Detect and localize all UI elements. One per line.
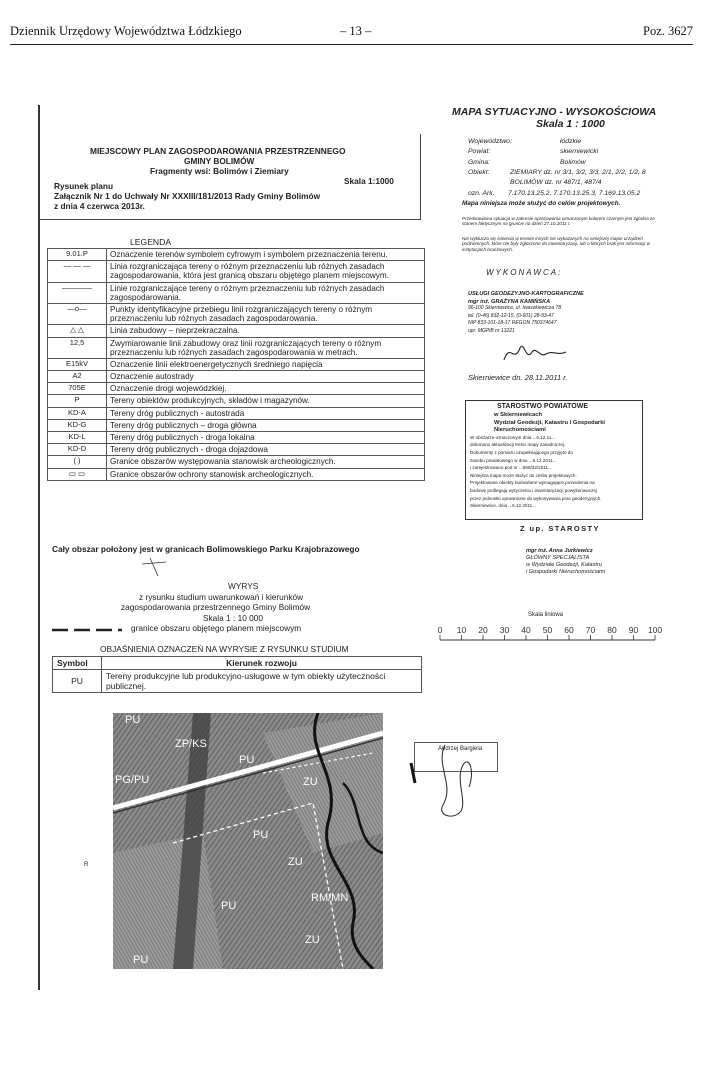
scale-tick-label: 40 xyxy=(521,625,531,635)
legend-description: Granice obszarów ochrony stanowisk archeologicznych. xyxy=(107,468,425,480)
park-note: Cały obszar położony jest w granicach Bolimowskiego Parku Krajobrazowego xyxy=(52,544,360,554)
stamp-line: W obszarze oznaczonym dnia ...6.12.11... xyxy=(470,434,556,440)
study-title: OBJAŚNIENIA OZNACZEŃ NA WYRYSIE Z RYSUNKU STUDIUM xyxy=(100,644,349,654)
position-number: Poz. 3627 xyxy=(643,24,693,38)
legend-symbol: KD-G xyxy=(48,419,107,431)
legend-row xyxy=(48,432,425,444)
info-key: ozn. Ark. xyxy=(468,189,495,197)
surveyor-name: Andrzej Bargiela xyxy=(438,746,483,752)
svg-text:PU: PU xyxy=(253,829,269,841)
legend-description: Tereny dróg publicznych - autostrada xyxy=(107,407,425,419)
legend-row xyxy=(48,407,425,419)
map-title: MAPA SYTUACYJNO - WYSOKOŚCIOWA xyxy=(452,106,657,118)
journal-title: Dziennik Urzędowy Województwa Łódzkiego xyxy=(10,24,242,38)
info-value: skierniewicki xyxy=(560,148,599,156)
scale-tick-label: 70 xyxy=(585,625,596,635)
legend-symbol: —o— xyxy=(48,303,107,324)
legend-symbol: △ △ xyxy=(48,325,107,337)
stamp-line: zasobu powiatowego w dniu ...6.12.2011... xyxy=(470,457,557,463)
header-rule xyxy=(10,44,693,45)
info-value: 7.170.13.25.2, 7.170.13.25.3, 7.169.13.05.2 xyxy=(508,189,641,197)
svg-text:ZU: ZU xyxy=(305,934,320,946)
legend-description: Granice obszarów występowania stanowisk archeologicznych. xyxy=(107,456,425,468)
svg-text:RM/MN: RM/MN xyxy=(311,892,349,904)
legend-row xyxy=(48,395,425,407)
scale-tick-label: 10 xyxy=(456,625,467,635)
plan-fragments: Fragmenty wsi: Bolimów i Ziemiary xyxy=(150,166,289,176)
scale-tick-label: 30 xyxy=(499,625,510,635)
legend-description: Linia rozgraniczająca tereny o różnym przeznaczeniu lub różnych zasadach zagospodarowania, która jest granicą obszaru objętego planem miejscowym. xyxy=(107,261,425,282)
plan-date: z dnia 4 czerwca 2013r. xyxy=(54,201,145,211)
scale-tick-label: 60 xyxy=(564,625,574,635)
svg-text:PU: PU xyxy=(133,954,149,966)
extract-line1: z rysunku studium uwarunkowań i kierunków xyxy=(139,592,304,602)
stamp-line: Dokumenty z pomiaru uzupełniającego przyjęto do xyxy=(470,450,573,455)
stamp-title: STAROSTWO POWIATOWE xyxy=(497,403,588,410)
stamp-line: Niniejsza mapa może służyć do celów projektowych. xyxy=(470,472,577,478)
scale-tick-label: 90 xyxy=(628,625,639,635)
legend-row xyxy=(48,358,425,370)
signer-line: w Wydziale Geodezji, Katastru xyxy=(526,562,602,568)
scale-tick-label: 20 xyxy=(478,625,488,635)
study-description: Tereny produkcyjne lub produkcyjno-usługowe w tym obiekty użyteczności publicznej. xyxy=(102,670,422,693)
extract-boundary: granice obszaru objętego planem miejscowym xyxy=(131,623,302,633)
info-value: Bolimów xyxy=(560,158,586,166)
contractor-line: USŁUGI GEODEZYJNO-KARTOGRAFICZNE xyxy=(468,291,584,297)
page-header xyxy=(10,24,693,42)
legend-description: Punkty identyfikacyjne przebiegu linii rozgraniczających tereny o różnym przeznaczeniu lub różnych zasadach zagospodarowania. xyxy=(107,303,425,324)
svg-text:PG/PU: PG/PU xyxy=(115,774,150,786)
stamp-line: w Skierniewicach xyxy=(494,412,543,418)
stamp-line: dokonano aktualizacji treści mapy zasadniczej. xyxy=(470,442,566,448)
legend-row xyxy=(48,456,425,468)
legend-symbol: 12,5 xyxy=(48,337,107,358)
legend-description: Oznaczenie autostrady xyxy=(107,371,425,383)
contractor-line: NIP 833-101-18-17 REGON 750374647 xyxy=(468,320,557,327)
legend-row xyxy=(48,419,425,431)
legend-symbol: P xyxy=(48,395,107,407)
place-date: Skierniewice dn. 28.11.2011 r. xyxy=(468,373,568,382)
legend-row xyxy=(48,261,425,282)
map-purpose: Mapa niniejsza może służyć do celów projektowych. xyxy=(462,200,621,207)
scale-tick-label: 0 xyxy=(437,625,443,635)
svg-text:PU: PU xyxy=(239,754,255,766)
legend-row xyxy=(48,325,425,337)
stamp-line: Wydział Geodezji, Katastru i Gospodarki xyxy=(494,419,606,426)
scan-left-edge xyxy=(38,105,40,990)
legend-symbol: ———— xyxy=(48,282,107,303)
legend-description: Linie rozgraniczające tereny o różnym przeznaczeniu lub różnych zasadach zagospodarowania. xyxy=(107,282,425,303)
svg-text:PU: PU xyxy=(125,714,141,726)
legend-description: Tereny obiektów produkcyjnych, składów i magazynów. xyxy=(107,395,425,407)
plan-annex: Załącznik Nr 1 do Uchwały Nr XXXIII/181/2013 Rady Gminy Bolimów xyxy=(54,191,321,201)
handwritten-signature-icon xyxy=(405,735,500,825)
signer-line: mgr inż. Anna Jurkiewicz xyxy=(526,548,593,554)
legend-description: Zwymiarowanie linii zabudowy oraz linii rozgraniczających tereny o różnym przeznaczeniu lub różnych zasadach zagospodarowania w metrach. xyxy=(107,337,425,358)
signature-icon xyxy=(500,340,570,368)
study-col-symbol: Symbol xyxy=(53,657,102,670)
page-number: – 13 – xyxy=(340,24,372,38)
legend-row xyxy=(48,303,425,324)
contractor-line: upr. MGPiB nr 13221 xyxy=(468,328,515,334)
legend-symbol: 9.01.P xyxy=(48,249,107,261)
legend-symbol: KD-D xyxy=(48,444,107,456)
legend-row xyxy=(48,371,425,383)
study-col-direction: Kierunek rozwoju xyxy=(102,657,422,670)
plan-municipality: GMINY BOLIMÓW xyxy=(184,156,255,166)
stamp-line: Skierniewice, dnia ...6.12.2011... xyxy=(470,503,537,509)
plan-scale: Skala 1:1000 xyxy=(344,176,394,186)
svg-text:ZU: ZU xyxy=(303,776,318,788)
study-symbol: PU xyxy=(53,670,102,693)
legend-title: LEGENDA xyxy=(130,237,172,247)
linear-scale-label: Skala liniowa xyxy=(528,612,564,618)
scale-tick-label: 100 xyxy=(647,625,662,635)
margin-mark: R xyxy=(84,862,89,868)
contractor-line: mgr inż. GRAŻYNA KAMIŃSKA xyxy=(468,298,551,305)
legend-row xyxy=(48,337,425,358)
legend-table xyxy=(47,248,425,481)
legend-description: Oznaczenie terenów symbolem cyfrowym i symbolem przeznaczenia terenu. xyxy=(107,249,425,261)
legend-symbol: — — — xyxy=(48,261,107,282)
map-scale: Skala 1 : 1000 xyxy=(536,118,605,130)
stamp-line: przez jednostki uprawnione do wykonywania prac geodezyjnych. xyxy=(470,495,602,501)
legend-symbol: KD-A xyxy=(48,407,107,419)
legend-row xyxy=(48,383,425,395)
extract-scale: Skala 1 : 10 000 xyxy=(203,613,263,623)
legend-row xyxy=(48,468,425,480)
signer-line: i Gospodarki Nieruchomościami xyxy=(526,569,605,575)
legend-symbol: ( ) xyxy=(48,456,107,468)
stamp-line: i zarejestrowano pod nr ...668/32/2011... xyxy=(470,465,552,471)
legend-row xyxy=(48,249,425,261)
map-note-2: Nie wyklucza się istnienia w terenie innych nie wykazanych na niniejszej mapie urządzeń podziemnych, które nie były zgłoszone do inwentaryzacji, lub o których brak jest informacji w instytucjach branżowych. xyxy=(462,236,650,252)
scale-tick-label: 80 xyxy=(607,625,617,635)
legend-symbol: 705E xyxy=(48,383,107,395)
contractor-line: tel. (0-46) 832-12-15, (0-601) 28-93-47 xyxy=(468,312,554,319)
legend-symbol: KD-L xyxy=(48,432,107,444)
extract-line2: zagospodarowania przestrzennego Gminy Bolimów xyxy=(121,602,311,612)
pen-mark-icon xyxy=(140,556,170,578)
legend-symbol: ▭ ▭ xyxy=(48,468,107,480)
plan-title: MIEJSCOWY PLAN ZAGOSPODAROWANIA PRZESTRZENNEGO xyxy=(90,146,346,156)
svg-text:ZP/KS: ZP/KS xyxy=(175,738,207,750)
legend-description: Tereny dróg publicznych – droga główna xyxy=(107,419,425,431)
info-key: Powiat: xyxy=(468,148,491,156)
stamp-line: budowę podlegają wytyczeniu i inwentaryzacji powykonawczej xyxy=(470,488,597,493)
study-table xyxy=(52,656,422,693)
contractor-line: 96-100 Skierniewice, ul. Iwaszkiewicza 78 xyxy=(468,305,562,312)
study-map-image xyxy=(113,713,383,969)
svg-text:ZU: ZU xyxy=(288,856,303,868)
legend-row xyxy=(48,282,425,303)
extract-title: WYRYS xyxy=(228,581,259,591)
legend-description: Oznaczenie drogi wojewódzkiej. xyxy=(107,383,425,395)
scale-tick-label: 50 xyxy=(542,625,553,635)
info-key: Gmina: xyxy=(468,158,490,166)
map-note-1: Przedstawiona sytuacja w zakresie opracowania oznaczonym kolorem czarnym jest zgodna ze stanem faktycznym na gruncie na dzień 27.10.2011 r. xyxy=(462,216,655,227)
legend-description: Tereny dróg publicznych - droga lokalna xyxy=(107,432,425,444)
legend-symbol: A2 xyxy=(48,371,107,383)
boundary-line-icon xyxy=(52,626,122,634)
legend-description: Oznaczenie linii elektroenergetycznych średniego napięcia xyxy=(107,358,425,370)
legend-description: Linia zabudowy – nieprzekraczalna. xyxy=(107,325,425,337)
legend-description: Tereny dróg publicznych - droga dojazdowa xyxy=(107,444,425,456)
info-value: BOLIMÓW dz. nr 487/1, 487/4 xyxy=(510,179,602,187)
stamp-line: Projektowane obiekty budowlane wymagające pozwolenia na xyxy=(470,480,595,486)
svg-text:PU: PU xyxy=(221,900,237,912)
info-value: łódzkie xyxy=(560,138,582,145)
linear-scale xyxy=(436,620,662,646)
info-value: ZIEMIARY dz. nr 3/1, 3/2, 3/3, 2/1, 2/2, 1/2, 8 xyxy=(510,168,646,176)
legend-row xyxy=(48,444,425,456)
stamp-signer-label: Z up. STAROSTY xyxy=(520,524,600,533)
stamp-line: Nieruchomościami xyxy=(494,427,546,434)
info-key: Obiekt: xyxy=(468,168,490,176)
plan-drawing-label: Rysunek planu xyxy=(54,181,114,191)
info-key: Województwo: xyxy=(468,138,512,145)
signer-line: GŁÓWNY SPECJALISTA xyxy=(526,555,590,561)
legend-symbol: E15kV xyxy=(48,358,107,370)
contractor-label: WYKONAWCA: xyxy=(486,268,563,277)
